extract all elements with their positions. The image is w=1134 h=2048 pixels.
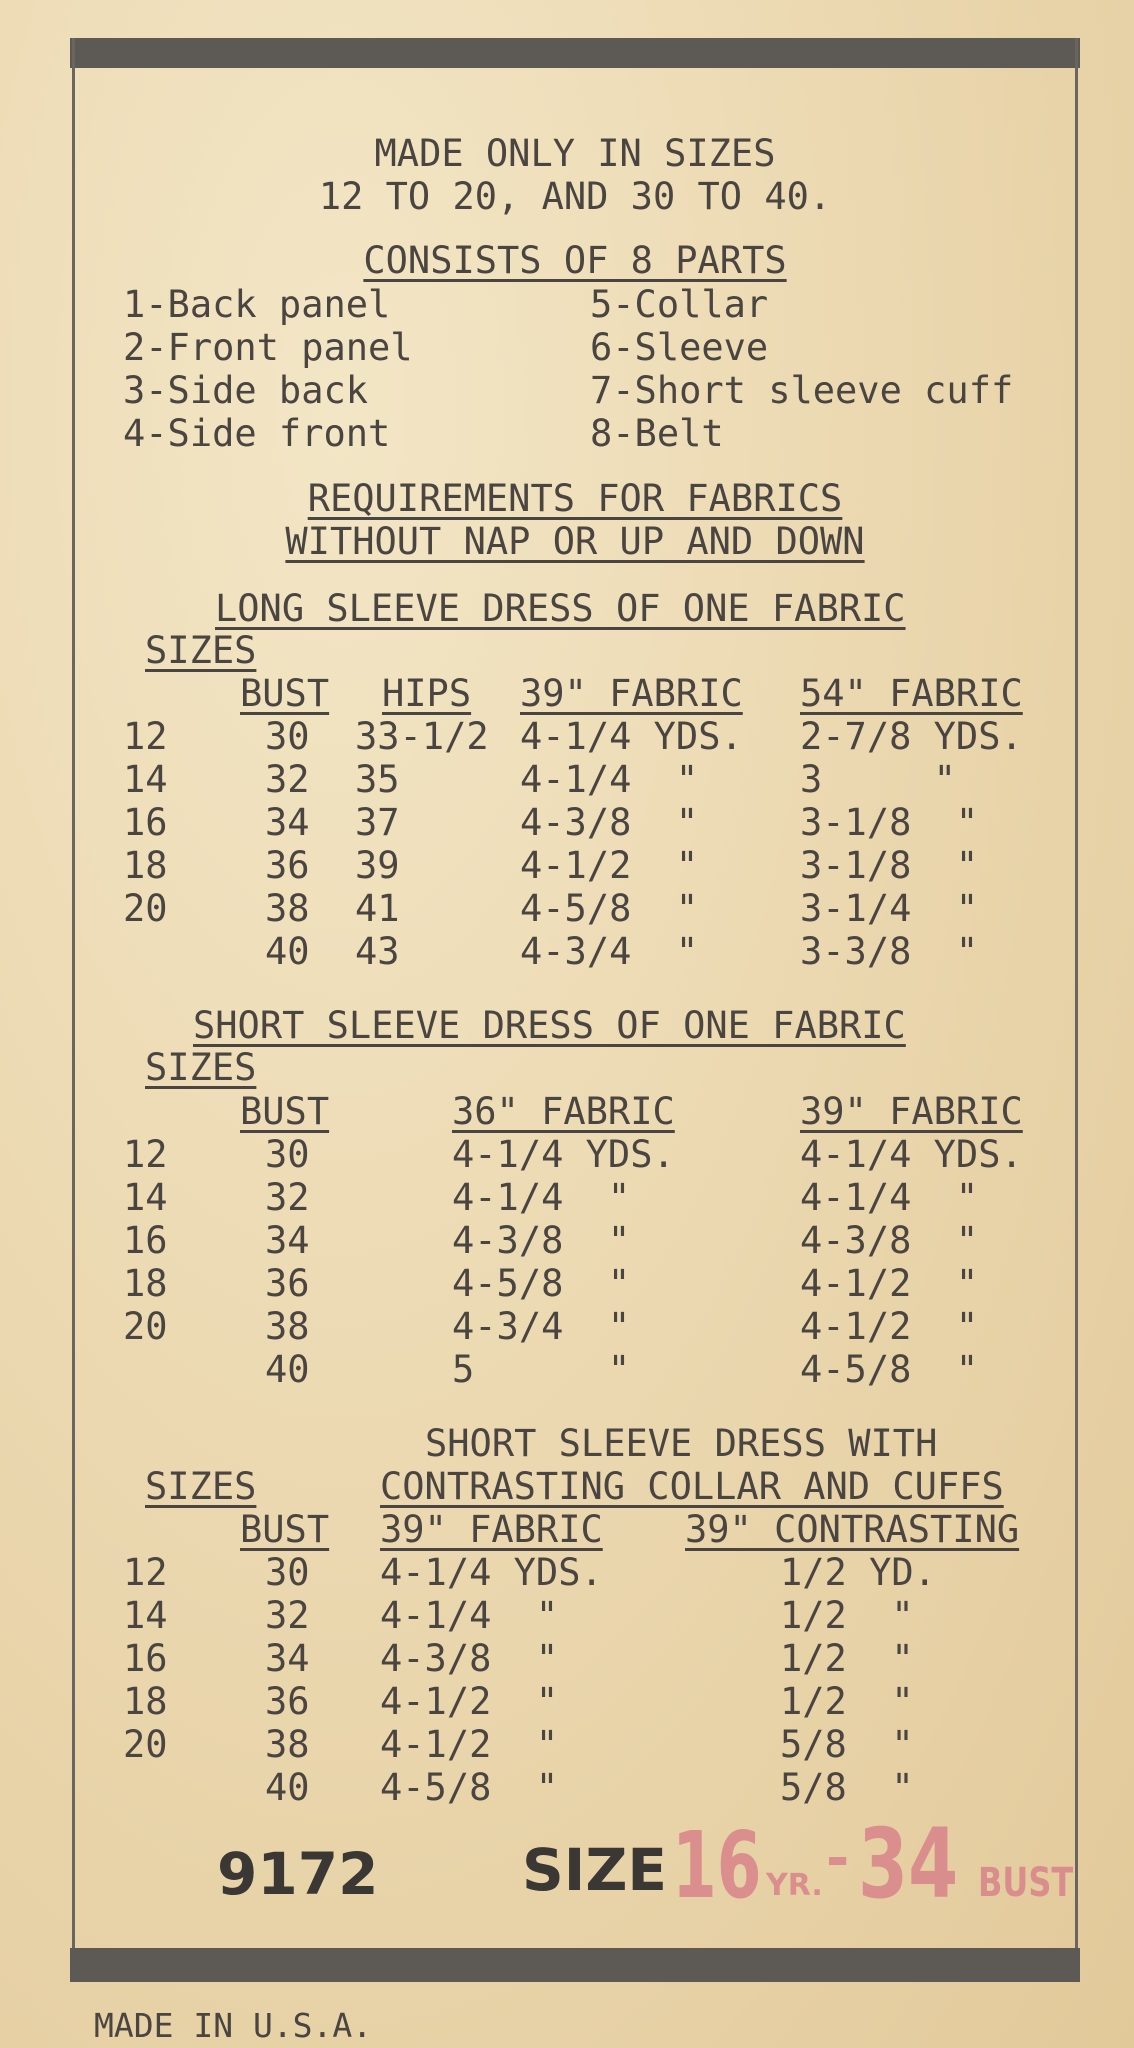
table-cell: 36: [265, 1262, 310, 1305]
table-cell: 4-1/4 YDS.: [520, 715, 743, 758]
table-cell: 4-1/2 ": [800, 1262, 979, 1305]
table-cell: 4-3/8 ": [800, 1219, 979, 1262]
table-cell: 12: [123, 1133, 168, 1176]
table-cell: 1/2 ": [780, 1594, 914, 1637]
requirements-line-1: REQUIREMENTS FOR FABRICS: [307, 477, 843, 520]
table-cell: 38: [265, 1723, 310, 1766]
part-item: 7-Short sleeve cuff: [590, 369, 1014, 412]
table-cell: 1/2 YD.: [780, 1551, 936, 1594]
part-item: 5-Collar: [590, 283, 769, 326]
table-cell: 4-1/4 ": [800, 1176, 979, 1219]
table-cell: 32: [265, 1176, 310, 1219]
table-cell: 41: [355, 887, 400, 930]
table-cell: 16: [123, 1219, 168, 1262]
contrast-title-1: SHORT SLEEVE DRESS WITH: [425, 1422, 938, 1465]
part-item: 3-Side back: [123, 369, 369, 412]
table-cell: 40: [265, 1766, 310, 1809]
part-item: 8-Belt: [590, 412, 724, 455]
table-cell: 4-5/8 ": [380, 1766, 559, 1809]
table-cell: 3-1/8 ": [800, 844, 979, 887]
col-header: 39" FABRIC: [380, 1508, 603, 1551]
table-cell: 36: [265, 1680, 310, 1723]
stamp-bust-number: 34: [858, 1808, 959, 1920]
table-cell: 1/2 ": [780, 1680, 914, 1723]
intro-line-1: MADE ONLY IN SIZES: [374, 132, 776, 175]
table-cell: 43: [355, 930, 400, 973]
col-header: 39" FABRIC: [520, 672, 743, 715]
table-cell: 35: [355, 758, 400, 801]
table-cell: 4-1/4 YDS.: [380, 1551, 603, 1594]
table-cell: 4-3/4 ": [452, 1305, 631, 1348]
table-cell: 4-3/8 ": [452, 1219, 631, 1262]
stamp-size: 16: [672, 1812, 762, 1919]
part-item: 2-Front panel: [123, 326, 413, 369]
table-cell: 39: [355, 844, 400, 887]
stamp-dash: -: [826, 1826, 850, 1891]
table-cell: 4-1/4 YDS.: [800, 1133, 1023, 1176]
part-item: 1-Back panel: [123, 283, 391, 326]
table-cell: 12: [123, 715, 168, 758]
sizes-label: SIZES: [145, 629, 257, 672]
col-header: BUST: [240, 1508, 330, 1551]
table-cell: 38: [265, 887, 310, 930]
col-header: 36" FABRIC: [452, 1090, 675, 1133]
table-cell: 4-5/8 ": [520, 887, 699, 930]
table-cell: 4-1/2 ": [380, 1723, 559, 1766]
table-cell: 4-5/8 ": [452, 1262, 631, 1305]
table-cell: 4-1/2 ": [380, 1680, 559, 1723]
table-cell: 5/8 ": [780, 1723, 914, 1766]
col-header: HIPS: [382, 672, 472, 715]
part-item: 4-Side front: [123, 412, 391, 455]
table-cell: 5 ": [452, 1348, 631, 1391]
table-cell: 33-1/2: [355, 715, 489, 758]
table-cell: 18: [123, 1262, 168, 1305]
table-cell: 30: [265, 1551, 310, 1594]
table-cell: 14: [123, 758, 168, 801]
intro-line-2: 12 TO 20, AND 30 TO 40.: [318, 175, 832, 218]
requirements-line-2: WITHOUT NAP OR UP AND DOWN: [285, 520, 865, 563]
table-cell: 32: [265, 1594, 310, 1637]
table-cell: 4-1/2 ": [520, 844, 699, 887]
table-cell: 4-3/8 ": [520, 801, 699, 844]
table-cell: 4-1/2 ": [800, 1305, 979, 1348]
sizes-label: SIZES: [145, 1465, 257, 1508]
table-cell: 3-1/4 ": [800, 887, 979, 930]
pattern-number: 9172: [217, 1840, 379, 1908]
table-cell: 1/2 ": [780, 1637, 914, 1680]
table-cell: 40: [265, 930, 310, 973]
table-cell: 18: [123, 844, 168, 887]
col-header: 39" FABRIC: [800, 1090, 1023, 1133]
bottom-border-bar: [70, 1948, 1080, 1982]
table-cell: 34: [265, 1219, 310, 1262]
col-header: BUST: [240, 1090, 330, 1133]
made-in-usa-footer: MADE IN U.S.A.: [94, 2006, 373, 2045]
table-cell: 16: [123, 1637, 168, 1680]
table-cell: 18: [123, 1680, 168, 1723]
table-cell: 34: [265, 801, 310, 844]
table-cell: 3-1/8 ": [800, 801, 979, 844]
parts-heading: CONSISTS OF 8 PARTS: [363, 239, 787, 282]
short-sleeve-title: SHORT SLEEVE DRESS OF ONE FABRIC: [193, 1004, 906, 1047]
table-cell: 30: [265, 1133, 310, 1176]
table-cell: 4-1/4 YDS.: [452, 1133, 675, 1176]
col-header: 54" FABRIC: [800, 672, 1023, 715]
contrast-title-2: CONTRASTING COLLAR AND CUFFS: [380, 1465, 1004, 1508]
table-cell: 4-1/4 ": [452, 1176, 631, 1219]
table-cell: 4-1/4 ": [380, 1594, 559, 1637]
table-cell: 3 ": [800, 758, 956, 801]
table-cell: 14: [123, 1594, 168, 1637]
long-sleeve-title: LONG SLEEVE DRESS OF ONE FABRIC: [215, 587, 906, 630]
table-cell: 4-5/8 ": [800, 1348, 979, 1391]
table-cell: 34: [265, 1637, 310, 1680]
col-header: 39" CONTRASTING: [685, 1508, 1020, 1551]
table-cell: 5/8 ": [780, 1766, 914, 1809]
part-item: 6-Sleeve: [590, 326, 769, 369]
stamp-bust: BUST: [978, 1860, 1074, 1906]
table-cell: 36: [265, 844, 310, 887]
table-cell: 4-3/4 ": [520, 930, 699, 973]
stamp-yr: YR.: [766, 1868, 823, 1903]
table-cell: 2-7/8 YDS.: [800, 715, 1023, 758]
table-cell: 37: [355, 801, 400, 844]
table-cell: 30: [265, 715, 310, 758]
table-cell: 20: [123, 1723, 168, 1766]
table-cell: 4-3/8 ": [380, 1637, 559, 1680]
table-cell: 32: [265, 758, 310, 801]
table-cell: 4-1/4 ": [520, 758, 699, 801]
size-label: SIZE: [522, 1836, 668, 1904]
table-cell: 38: [265, 1305, 310, 1348]
table-cell: 40: [265, 1348, 310, 1391]
sizes-label: SIZES: [145, 1046, 257, 1089]
table-cell: 20: [123, 1305, 168, 1348]
table-cell: 14: [123, 1176, 168, 1219]
table-cell: 20: [123, 887, 168, 930]
table-cell: 3-3/8 ": [800, 930, 979, 973]
table-cell: 12: [123, 1551, 168, 1594]
col-header: BUST: [240, 672, 330, 715]
table-cell: 16: [123, 801, 168, 844]
